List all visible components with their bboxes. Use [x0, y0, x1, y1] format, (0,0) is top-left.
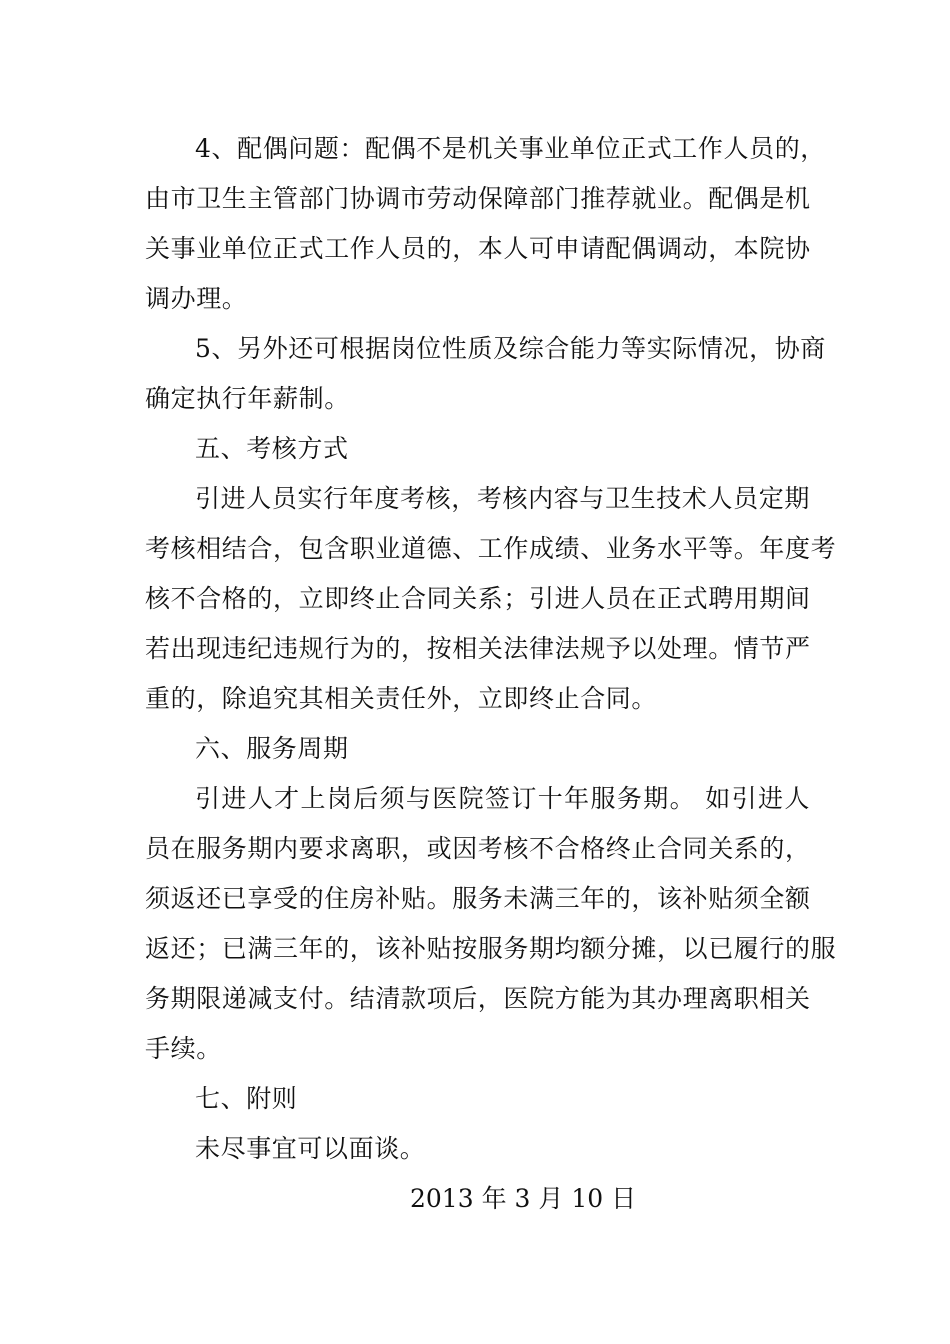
- section-heading: 六、服务周期: [195, 734, 349, 763]
- document-date: 2013 年 3 月 10 日: [410, 1184, 637, 1213]
- paragraph-line: 引进人才上岗后须与医院签订十年服务期。 如引进人: [195, 784, 810, 813]
- paragraph-line: 4、配偶问题：配偶不是机关事业单位正式工作人员的，: [195, 134, 826, 163]
- paragraph-line: 重的，除追究其相关责任外，立即终止合同。: [145, 684, 658, 713]
- paragraph-line: 员在服务期内要求离职，或因考核不合格终止合同关系的，: [145, 834, 811, 863]
- paragraph-line: 引进人员实行年度考核，考核内容与卫生技术人员定期: [195, 484, 810, 513]
- paragraph-line: 手续。: [145, 1034, 222, 1063]
- paragraph-line: 返还；已满三年的，该补贴按服务期均额分摊，以已履行的服: [145, 934, 837, 963]
- paragraph-line: 务期限递减支付。结清款项后，医院方能为其办理离职相关: [145, 984, 811, 1013]
- paragraph-line: 5、另外还可根据岗位性质及综合能力等实际情况，协商: [195, 334, 826, 363]
- section-heading: 七、附则: [195, 1084, 298, 1113]
- paragraph-line: 调办理。: [145, 284, 248, 313]
- paragraph-line: 若出现违纪违规行为的，按相关法律法规予以处理。情节严: [145, 634, 811, 663]
- paragraph-line: 确定执行年薪制。: [145, 384, 350, 413]
- paragraph-line: 未尽事宜可以面谈。: [195, 1134, 426, 1163]
- section-heading: 五、考核方式: [195, 434, 349, 463]
- paragraph-line: 核不合格的，立即终止合同关系；引进人员在正式聘用期间: [145, 584, 811, 613]
- paragraph-line: 关事业单位正式工作人员的，本人可申请配偶调动，本院协: [145, 234, 811, 263]
- paragraph-line: 考核相结合，包含职业道德、工作成绩、业务水平等。年度考: [145, 534, 837, 563]
- paragraph-line: 须返还已享受的住房补贴。服务未满三年的，该补贴须全额: [145, 884, 811, 913]
- paragraph-line: 由市卫生主管部门协调市劳动保障部门推荐就业。配偶是机: [145, 184, 811, 213]
